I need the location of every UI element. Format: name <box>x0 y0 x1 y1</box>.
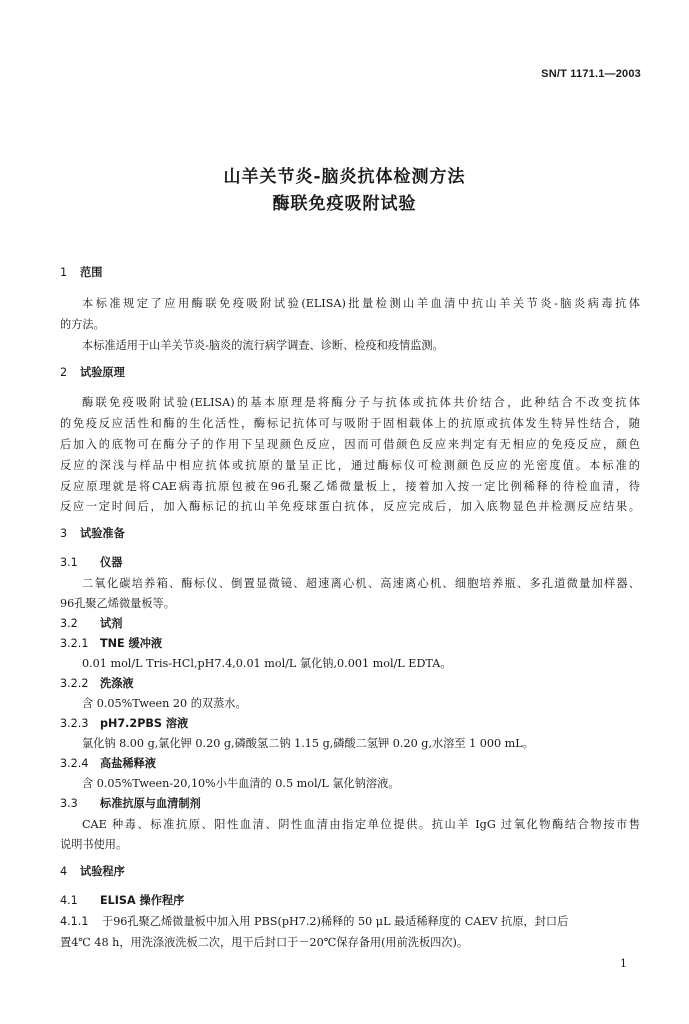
paragraph-line: 于96孔聚乙烯微量板中加入用 PBS(pH7.2)稀释的 50 μL 最适稀释度的 CAEV 抗原，封口后 <box>102 915 569 928</box>
standard-number: SN/T 1171.1—2003 <box>541 68 641 80</box>
paragraph-line: 的免疫反应活性和酶的生化活性，酶标记抗体可与吸附于固相载体上的抗原或抗体发生特异性结合，随 <box>60 417 640 430</box>
page-number: 1 <box>620 957 627 970</box>
section-1-heading <box>60 266 102 280</box>
subsection-title: TNE 缓冲液 <box>100 637 163 650</box>
subsection-3-2-3-heading <box>60 717 188 731</box>
subsection-number: 3.2.4 <box>60 757 89 770</box>
paragraph-line: 置4℃ 48 h，用洗涤液洗板二次，甩干后封口于－20℃保存备用(用前洗板四次)。 <box>60 936 469 949</box>
paragraph-line: 的方法。 <box>60 318 105 331</box>
subsection-title: pH7.2PBS 溶液 <box>100 717 189 730</box>
paragraph: 含 0.05%Tween-20,10%小牛血清的 0.5 mol/L 氯化钠溶液。 <box>82 777 400 790</box>
document-subtitle: 酶联免疫吸附试验 <box>272 194 417 214</box>
subsection-title: ELISA 操作程序 <box>100 894 185 907</box>
subsection-3-3-heading <box>60 797 201 811</box>
paragraph: 0.01 mol/L Tris-HCl,pH7.4,0.01 mol/L 氯化钠,0.001 mol/L EDTA。 <box>82 657 452 670</box>
subsection-number: 3.3 <box>60 797 78 810</box>
subsection-3-2-4-heading <box>60 757 156 771</box>
subsection-title: 标准抗原与血清制剂 <box>100 797 201 810</box>
subsection-number: 3.1 <box>60 556 78 569</box>
paragraph: 氯化钠 8.00 g,氯化钾 0.20 g,磷酸氢二钠 1.15 g,磷酸二氢钾 0.20 g,水溶至 1 000 mL。 <box>82 737 534 750</box>
subsection-title: 高盐稀释液 <box>100 757 156 770</box>
subsection-title: 洗涤液 <box>100 677 134 690</box>
section-2-heading <box>60 366 125 380</box>
subsection-title: 试剂 <box>100 617 123 630</box>
paragraph-line: 本标准规定了应用酶联免疫吸附试验(ELISA)批量检测山羊血清中抗山羊关节炎-脑炎病毒抗体 <box>82 297 640 310</box>
section-number: 3 <box>60 527 68 540</box>
paragraph-line: 说明书使用。 <box>60 838 128 851</box>
section-number: 2 <box>60 366 68 379</box>
section-title: 试验程序 <box>80 865 125 878</box>
section-4-heading <box>60 865 125 879</box>
subsection-3-2-heading <box>60 617 122 631</box>
section-number: 1 <box>60 266 68 279</box>
subsection-number: 3.2.2 <box>60 677 89 690</box>
paragraph: 本标准适用于山羊关节炎-脑炎的流行病学调查、诊断、检疫和疫情监测。 <box>82 339 444 352</box>
paragraph-line: 反应的深浅与样品中相应抗体或抗原的量呈正比，通过酶标仪可检测颜色反应的光密度值。本标准的 <box>60 459 640 472</box>
subsection-3-2-2-heading <box>60 677 134 691</box>
paragraph-line: 后加入的底物可在酶分子的作用下呈现颜色反应，因而可借颜色反应来判定有无相应的免疫反应，颜色 <box>60 438 640 451</box>
subsection-title: 仪器 <box>100 556 123 569</box>
subsection-number: 3.2 <box>60 617 78 630</box>
subsection-3-2-1-heading <box>60 637 162 651</box>
subsection-4-1-1-number <box>60 915 100 929</box>
paragraph-line: 96孔聚乙烯微量板等。 <box>60 597 175 610</box>
subsection-number: 3.2.3 <box>60 717 89 730</box>
subsection-number: 4.1 <box>60 894 78 907</box>
section-title: 试验原理 <box>80 366 125 379</box>
section-title: 范围 <box>80 266 103 279</box>
subsection-number: 4.1.1 <box>60 915 89 928</box>
section-title: 试验准备 <box>80 527 125 540</box>
paragraph-line: 反应一定时间后，加入酶标记的抗山羊免疫球蛋白抗体，反应完成后，加入底物显色并检测反应结果。 <box>60 500 640 513</box>
document-title: 山羊关节炎-脑炎抗体检测方法 <box>223 167 466 187</box>
section-number: 4 <box>60 865 68 878</box>
paragraph-line: CAE 种毒、标准抗原、阳性血清、阴性血清由指定单位提供。抗山羊 IgG 过氧化物酶结合物按市售 <box>82 818 640 831</box>
section-3-heading <box>60 527 125 541</box>
subsection-3-1-heading <box>60 556 122 570</box>
paragraph-line: 酶联免疫吸附试验(ELISA)的基本原理是将酶分子与抗体或抗体共价结合，此种结合不改变抗体 <box>82 396 640 409</box>
paragraph-line: 二氧化碳培养箱、酶标仪、倒置显微镜、超速离心机、高速离心机、细胞培养瓶、多孔道微量加样器、 <box>82 577 640 590</box>
subsection-4-1-heading <box>60 894 184 908</box>
subsection-number: 3.2.1 <box>60 637 89 650</box>
paragraph-line: 反应原理就是将CAE病毒抗原包被在96孔聚乙烯微量板上，接着加入按一定比例稀释的待检血清，待 <box>60 480 640 493</box>
paragraph: 含 0.05%Tween 20 的双蒸水。 <box>82 697 247 710</box>
